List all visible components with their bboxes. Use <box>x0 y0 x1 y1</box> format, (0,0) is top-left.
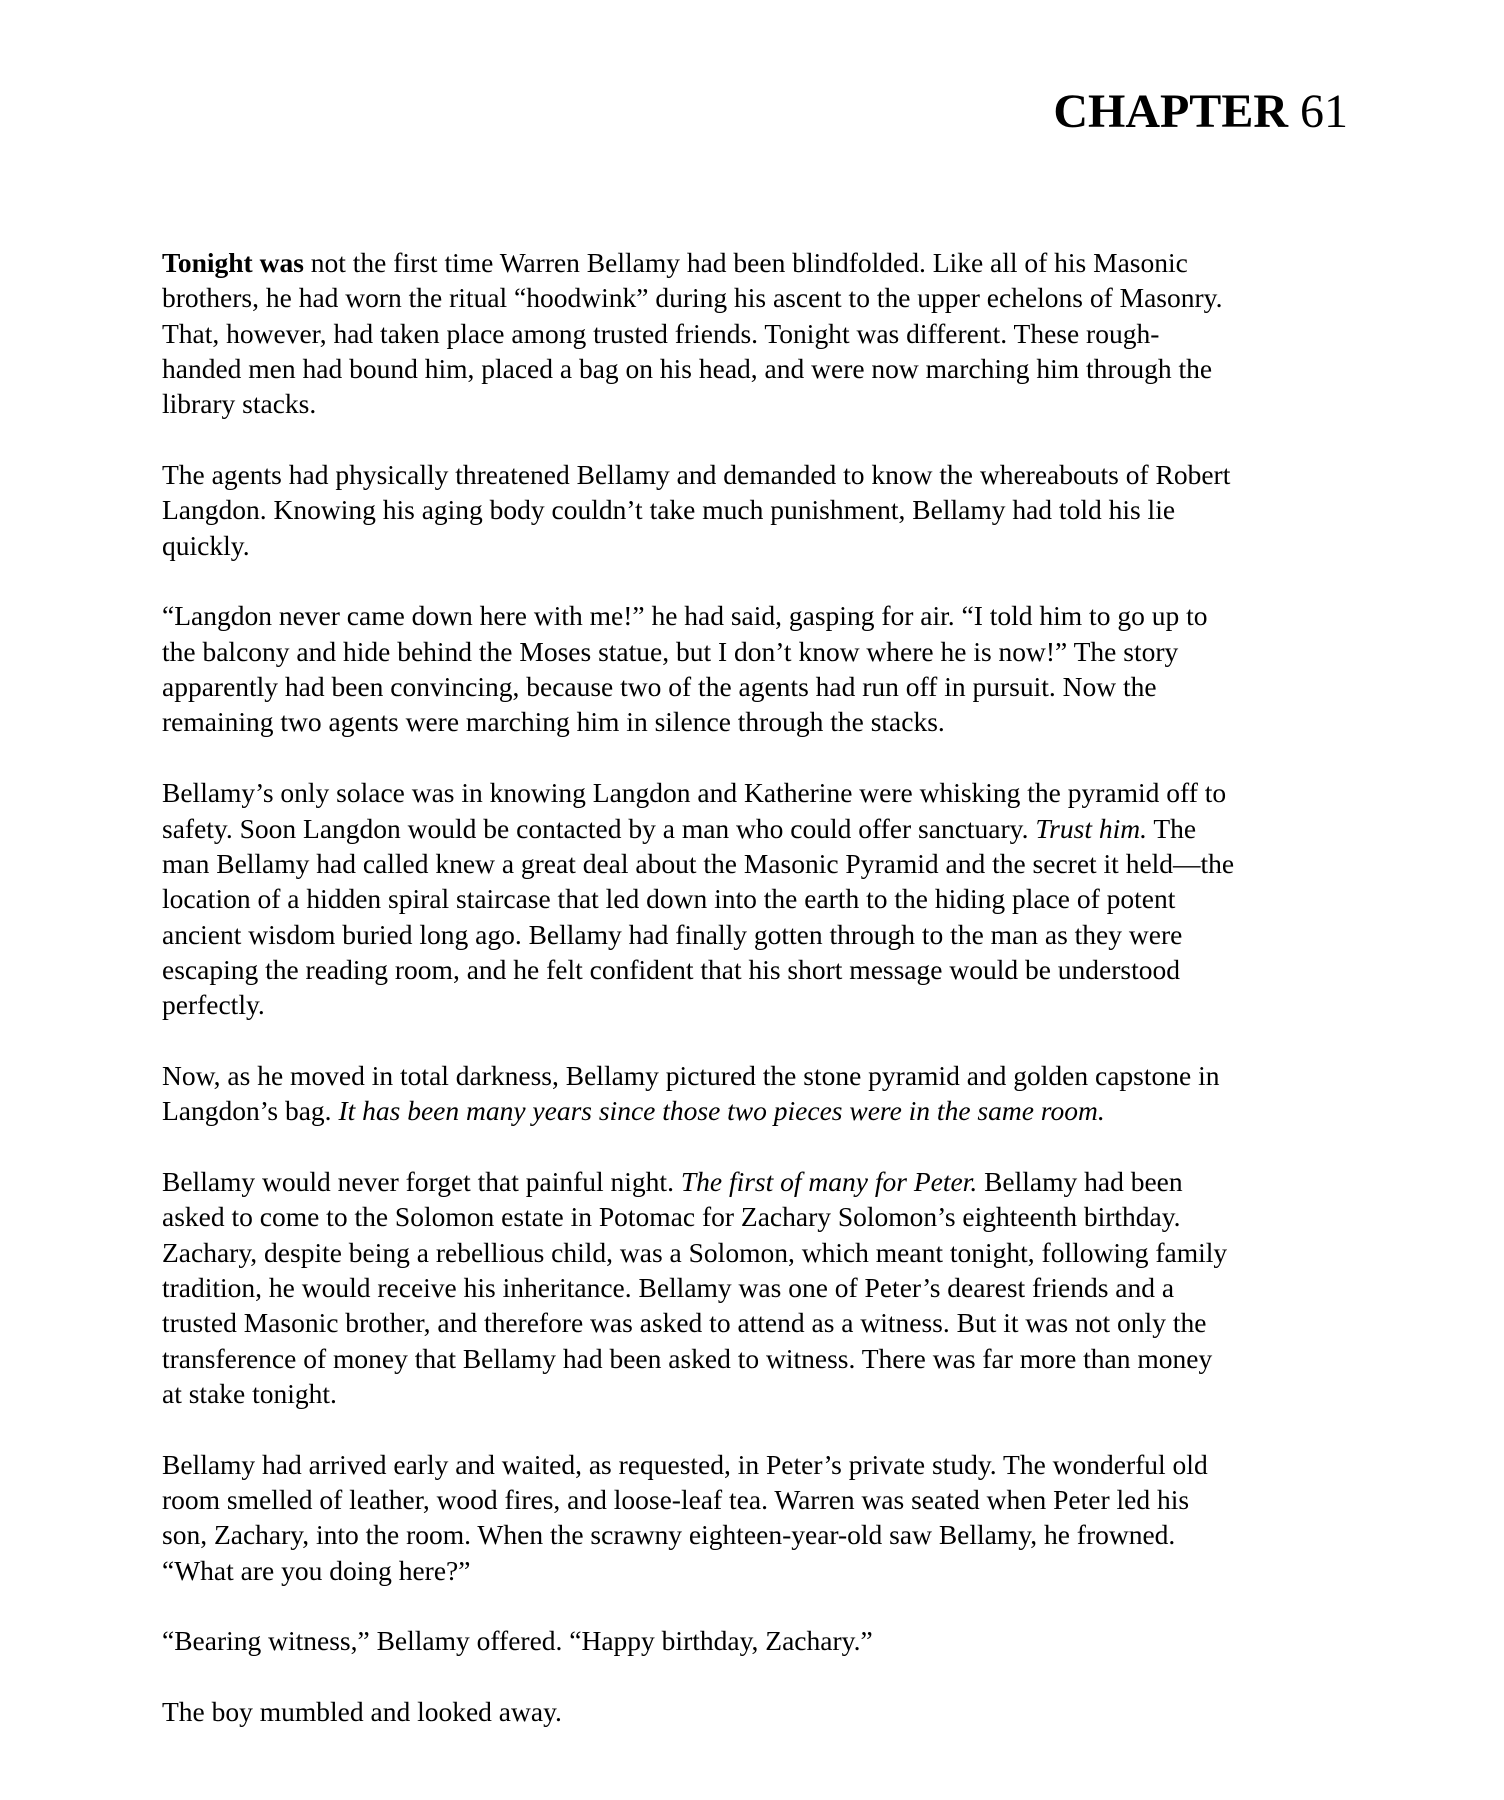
italic-text: The first of many for Peter. <box>680 1165 978 1197</box>
text-segment: transference of money that Bellamy had been asked to witness. There was far more than money <box>162 1342 1213 1374</box>
italic-text: It has been many years since those two pieces were in the same room. <box>338 1095 1105 1127</box>
text-segment: “Langdon never came down here with me!” he had said, gasping for air. “I told him to go up to <box>162 600 1208 632</box>
text-line <box>162 386 1234 421</box>
paragraph <box>162 1623 1234 1658</box>
text-line <box>162 1305 1234 1340</box>
paragraph <box>162 1058 1234 1129</box>
text-segment: safety. Soon Langdon would be contacted by a man who could offer sanctuary. <box>162 812 1036 844</box>
text-line <box>162 846 1234 881</box>
text-line <box>162 598 1234 633</box>
text-segment: Bellamy would never forget that painful night. <box>162 1165 681 1197</box>
text-line <box>162 316 1234 351</box>
text-segment: That, however, had taken place among trusted friends. Tonight was different. These rough- <box>162 317 1160 349</box>
text-segment: Now, as he moved in total darkness, Bellamy pictured the stone pyramid and golden capstone in <box>162 1059 1220 1091</box>
text-segment: not the first time Warren Bellamy had been blindfolded. Like all of his Masonic <box>303 247 1188 278</box>
text-segment: “Bearing witness,” Bellamy offered. “Happy birthday, Zachary.” <box>162 1625 873 1657</box>
text-segment: ancient wisdom buried long ago. Bellamy had finally gotten through to the man as they were <box>162 918 1183 950</box>
text-line <box>162 457 1234 492</box>
text-line <box>162 1270 1234 1305</box>
text-line <box>162 1553 1234 1588</box>
italic-text: Trust him. <box>1035 812 1147 844</box>
text-segment: trusted Masonic brother, and therefore was asked to attend as a witness. But it was not only the <box>162 1307 1207 1339</box>
text-line <box>162 669 1234 704</box>
text-line <box>162 987 1234 1022</box>
text-segment: room smelled of leather, wood fires, and loose-leaf tea. Warren was seated when Peter led his <box>162 1484 1190 1516</box>
text-segment: Bellamy had arrived early and waited, as requested, in Peter’s private study. The wonderful old <box>162 1448 1208 1480</box>
text-segment: library stacks. <box>162 388 317 420</box>
text-line <box>162 1517 1234 1552</box>
text-line <box>162 1376 1234 1411</box>
text-line <box>162 917 1234 952</box>
paragraph <box>162 1694 1234 1729</box>
text-segment: Zachary, despite being a rebellious child, was a Solomon, which meant tonight, following family <box>162 1236 1228 1268</box>
text-segment: quickly. <box>162 529 250 561</box>
text-segment: remaining two agents were marching him in silence through the stacks. <box>162 706 945 738</box>
text-segment: Bellamy had been <box>977 1165 1183 1197</box>
paragraph <box>162 1447 1234 1588</box>
text-line <box>162 351 1234 386</box>
text-segment: apparently had been convincing, because two of the agents had run off in pursuit. Now the <box>162 671 1157 703</box>
text-segment: handed men had bound him, placed a bag on his head, and were now marching him through the <box>162 353 1213 385</box>
text-line <box>162 881 1234 916</box>
paragraph <box>162 1164 1234 1411</box>
text-line <box>162 528 1234 563</box>
text-line <box>162 1341 1234 1376</box>
chapter-label: CHAPTER <box>1053 85 1288 138</box>
text-line <box>162 1694 1234 1729</box>
text-segment: Langdon’s bag. <box>162 1095 339 1127</box>
text-line <box>162 1623 1234 1658</box>
text-line <box>162 1199 1234 1234</box>
text-line <box>162 634 1234 669</box>
text-line <box>162 1447 1234 1482</box>
text-line <box>162 952 1234 987</box>
text-line <box>162 1235 1234 1270</box>
bold-text: Tonight was <box>162 247 304 278</box>
text-line <box>162 1164 1234 1199</box>
text-segment: asked to come to the Solomon estate in Potomac for Zachary Solomon’s eighteenth birthday. <box>162 1201 1181 1233</box>
text-segment: perfectly. <box>162 989 265 1021</box>
text-segment: Bellamy’s only solace was in knowing Langdon and Katherine were whisking the pyramid off to <box>162 777 1227 809</box>
paragraph <box>162 598 1234 739</box>
text-line <box>162 1482 1234 1517</box>
paragraph <box>162 457 1234 563</box>
text-segment: the balcony and hide behind the Moses statue, but I don’t know where he is now!” The story <box>162 635 1179 667</box>
text-segment: “What are you doing here?” <box>162 1554 471 1586</box>
text-line <box>162 775 1234 810</box>
text-segment: brothers, he had worn the ritual “hoodwink” during his ascent to the upper echelons of Masonry. <box>162 282 1223 314</box>
text-segment: The agents had physically threatened Bellamy and demanded to know the whereabouts of Robert <box>162 459 1231 491</box>
chapter-number: 61 <box>1300 85 1348 138</box>
text-segment: man Bellamy had called knew a great deal about the Masonic Pyramid and the secret it held—the <box>162 847 1235 879</box>
text-line <box>162 492 1234 527</box>
paragraph <box>162 775 1234 1022</box>
text-line <box>162 1058 1234 1093</box>
chapter-body <box>162 245 1234 1765</box>
text-line <box>162 704 1234 739</box>
text-line <box>162 245 1234 280</box>
text-segment: escaping the reading room, and he felt confident that his short message would be understood <box>162 953 1180 985</box>
text-segment: The <box>1146 812 1197 844</box>
text-segment: Langdon. Knowing his aging body couldn’t take much punishment, Bellamy had told his lie <box>162 494 1176 526</box>
text-segment: The boy mumbled and looked away. <box>162 1696 562 1728</box>
text-line <box>162 1093 1234 1128</box>
text-line <box>162 811 1234 846</box>
chapter-heading <box>1053 84 1348 140</box>
text-segment: at stake tonight. <box>162 1378 337 1409</box>
paragraph <box>162 245 1234 422</box>
text-line <box>162 280 1234 315</box>
text-segment: tradition, he would receive his inheritance. Bellamy was one of Peter’s dearest friends and a <box>162 1271 1175 1303</box>
text-segment: son, Zachary, into the room. When the scrawny eighteen-year-old saw Bellamy, he frowned. <box>162 1519 1176 1551</box>
text-segment: location of a hidden spiral staircase that led down into the earth to the hiding place of potent <box>162 883 1176 915</box>
